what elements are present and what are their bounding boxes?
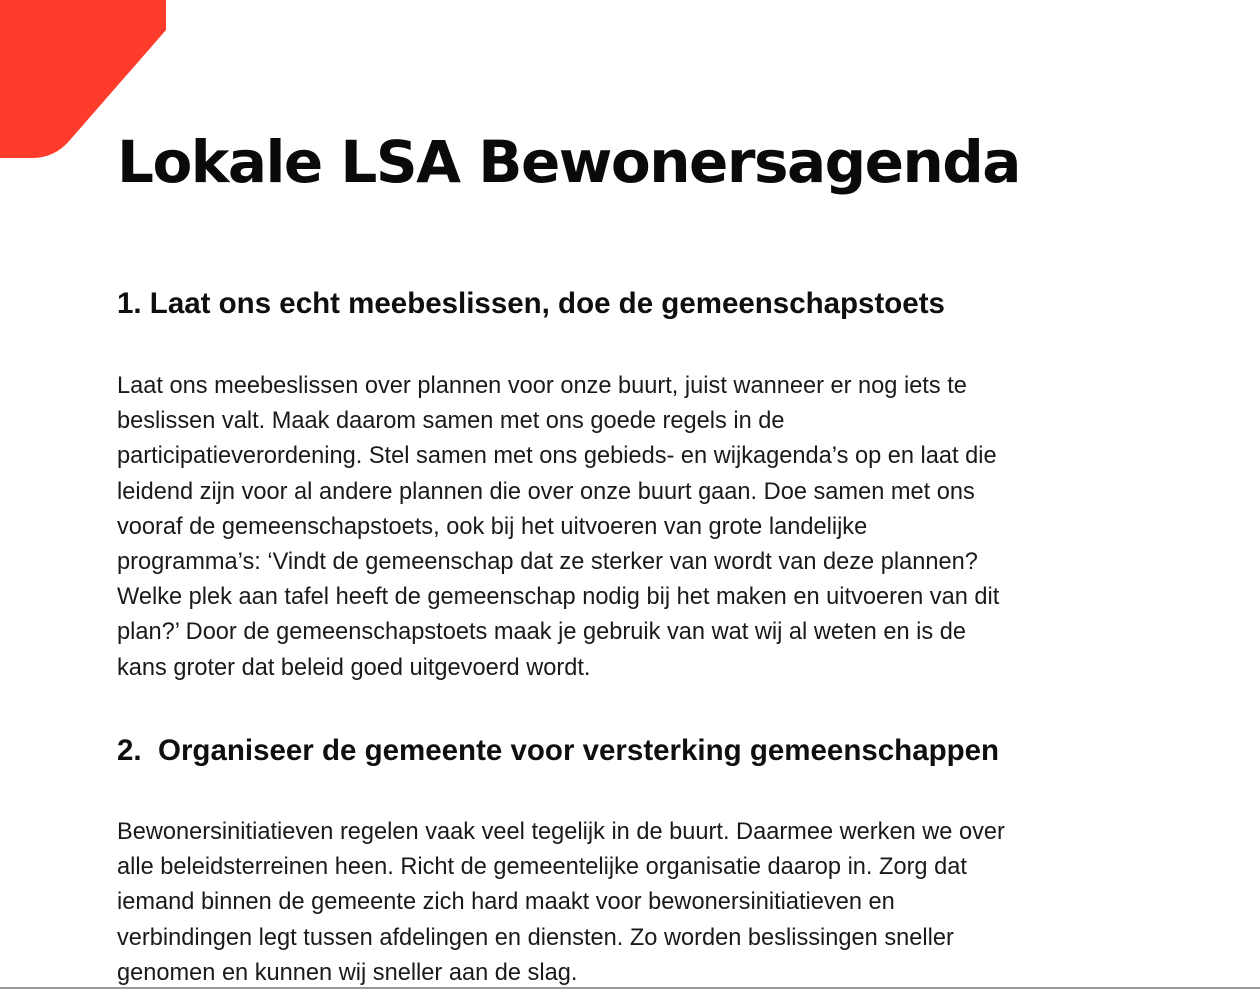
body-line: genomen en kunnen wij sneller aan de slag. [117, 959, 578, 986]
body-line: verbindingen legt tussen afdelingen en diensten. Zo worden beslissingen sneller [117, 924, 954, 951]
section-2-heading: 2. Organiseer de gemeente voor versterking gemeenschappen [117, 734, 1000, 767]
body-line: participatieverordening. Stel samen met ons gebieds- en wijkagenda’s op en laat die [117, 443, 997, 470]
body-line: beslissen valt. Maak daarom samen met ons goede regels in de [117, 408, 785, 435]
section-2-body [117, 815, 1177, 990]
section-1-body [117, 369, 1177, 686]
page-bottom-divider [0, 987, 1260, 989]
body-line: vooraf de gemeenschapstoets, ook bij het uitvoeren van grote landelijke [117, 513, 868, 540]
body-line: programma’s: ‘Vindt de gemeenschap dat ze sterker van wordt van deze plannen? [117, 549, 978, 576]
body-line: iemand binnen de gemeente zich hard maakt voor bewonersinitiatieven en [117, 889, 895, 916]
section-1-heading: 1. Laat ons echt meebeslissen, doe de gemeenschapstoets [117, 287, 945, 320]
body-line: plan?’ Door de gemeenschapstoets maak je gebruik van wat wij al weten en is de [117, 619, 966, 646]
body-line: kans groter dat beleid goed uitgevoerd wordt. [117, 654, 591, 681]
body-line: alle beleidsterreinen heen. Richt de gemeentelijke organisatie daarop in. Zorg dat [117, 854, 967, 881]
body-line: Laat ons meebeslissen over plannen voor onze buurt, juist wanneer er nog iets te [117, 373, 967, 399]
body-line: Welke plek aan tafel heeft de gemeenschap nodig bij het maken en uitvoeren van dit [117, 584, 1000, 611]
page-title: Lokale LSA Bewonersagenda [117, 128, 1020, 196]
body-line: leidend zijn voor al andere plannen die over onze buurt gaan. Doe samen met ons [117, 478, 975, 505]
body-line: Bewonersinitiatieven regelen vaak veel tegelijk in de buurt. Daarmee werken we over [117, 819, 1005, 845]
